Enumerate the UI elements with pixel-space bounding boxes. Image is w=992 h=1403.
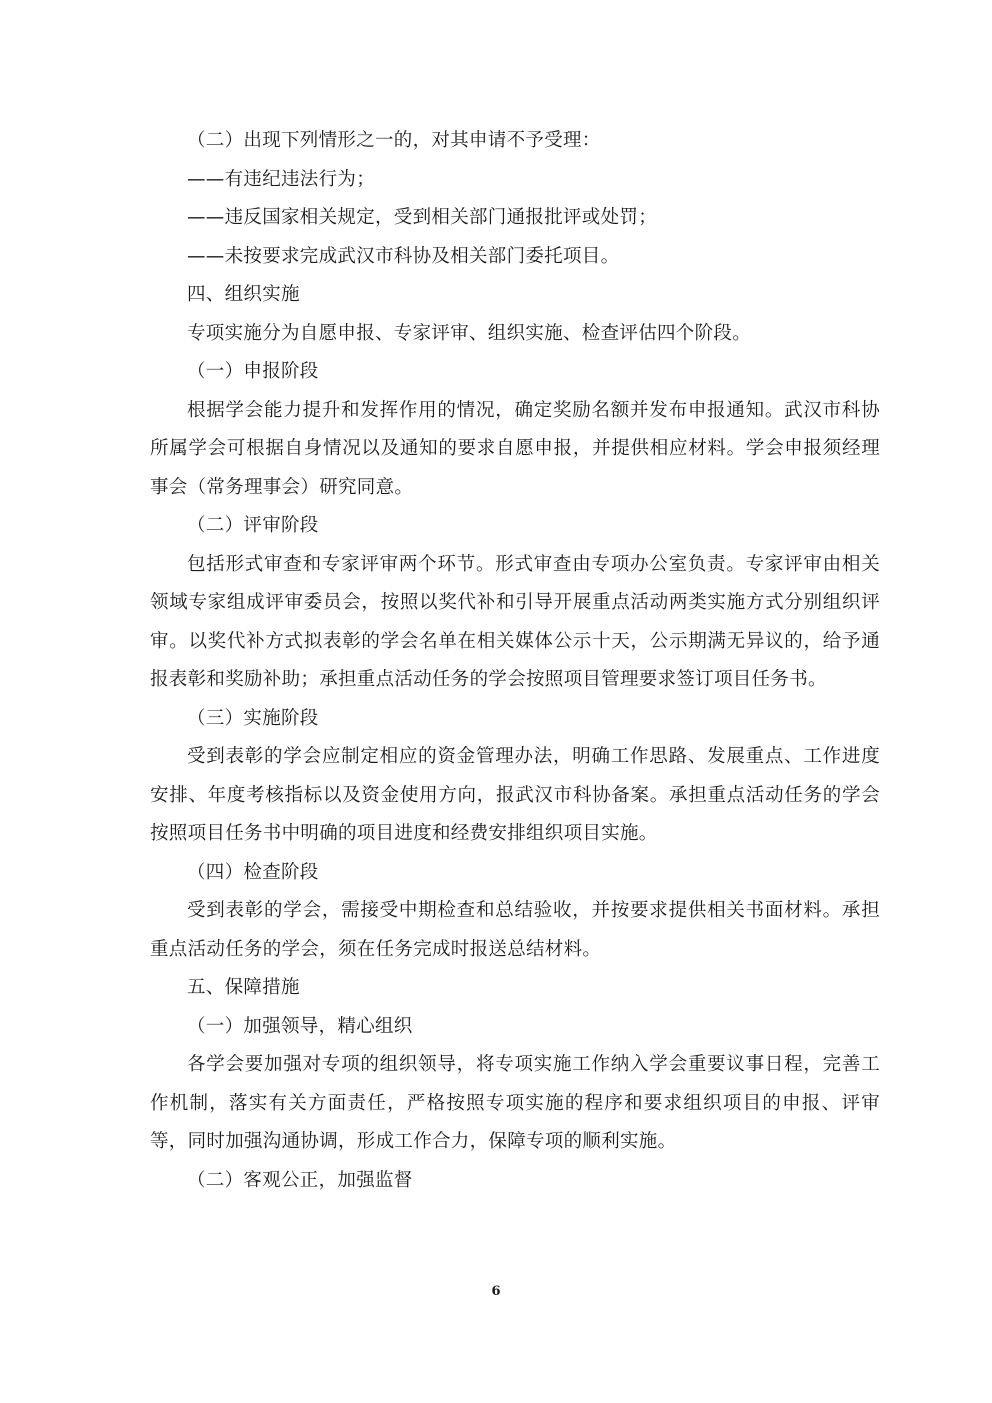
paragraph-leadership: 各学会要加强对专项的组织领导，将专项实施工作纳入学会重要议事日程，完善工作机制，落实有关方面责任，严格按照专项实施的程序和要求组织项目的申报、评审等，同时加强沟通协调，形成工作合力，保障专项的顺利实施。	[150, 1054, 880, 1152]
paragraph-four-stages: 专项实施分为自愿申报、专家评审、组织实施、检查评估四个阶段。	[187, 322, 752, 344]
paragraph-inspection-stage: 受到表彰的学会，需接受中期检查和总结验收，并按要求提供相关书面材料。承担重点活动任务的学会，须在任务完成时报送总结材料。	[150, 900, 880, 960]
subheading-application-stage: （一）申报阶段	[187, 361, 319, 382]
document-body	[150, 122, 880, 1200]
subheading-review-stage: （二）评审阶段	[187, 515, 319, 536]
subheading-leadership: （一）加强领导，精心组织	[187, 1015, 413, 1037]
paragraph-rejection-conditions-heading: （二）出现下列情形之一的，对其申请不予受理：	[187, 130, 601, 151]
paragraph-violation-item-3: ——未按要求完成武汉市科协及相关部门委托项目。	[187, 245, 620, 267]
subheading-inspection-stage: （四）检查阶段	[187, 861, 319, 883]
section-heading-safeguards: 五、保障措施	[187, 977, 300, 998]
page-number: 6	[491, 1284, 501, 1299]
section-heading-organization: 四、组织实施	[187, 284, 300, 305]
subheading-supervision: （二）客观公正，加强监督	[187, 1169, 413, 1191]
paragraph-violation-item-2: ——违反国家相关规定，受到相关部门通报批评或处罚；	[187, 207, 658, 228]
subheading-implementation-stage: （三）实施阶段	[187, 707, 319, 729]
paragraph-application-stage: 根据学会能力提升和发挥作用的情况，确定奖励名额并发布申报通知。武汉市科协所属学会可根据自身情况以及通知的要求自愿申报，并提供相应材料。学会申报须经理事会（常务理事会）研究同意。	[150, 399, 880, 498]
paragraph-violation-item-1: ——有违纪违法行为；	[187, 168, 376, 190]
paragraph-implementation-stage: 受到表彰的学会应制定相应的资金管理办法，明确工作思路、发展重点、工作进度安排、年度考核指标以及资金使用方向，报武汉市科协备案。承担重点活动任务的学会按照项目任务书中明确的项目进度和经费安排组织项目实施。	[150, 746, 880, 844]
paragraph-review-stage: 包括形式审查和专家评审两个环节。形式审查由专项办公室负责。专家评审由相关领域专家组成评审委员会，按照以奖代补和引导开展重点活动两类实施方式分别组织评审。以奖代补方式拟表彰的学会名单在相关媒体公示十天，公示期满无异议的，给予通报表彰和奖励补助；承担重点活动任务的学会按照项目管理要求签订项目任务书。	[150, 553, 880, 690]
